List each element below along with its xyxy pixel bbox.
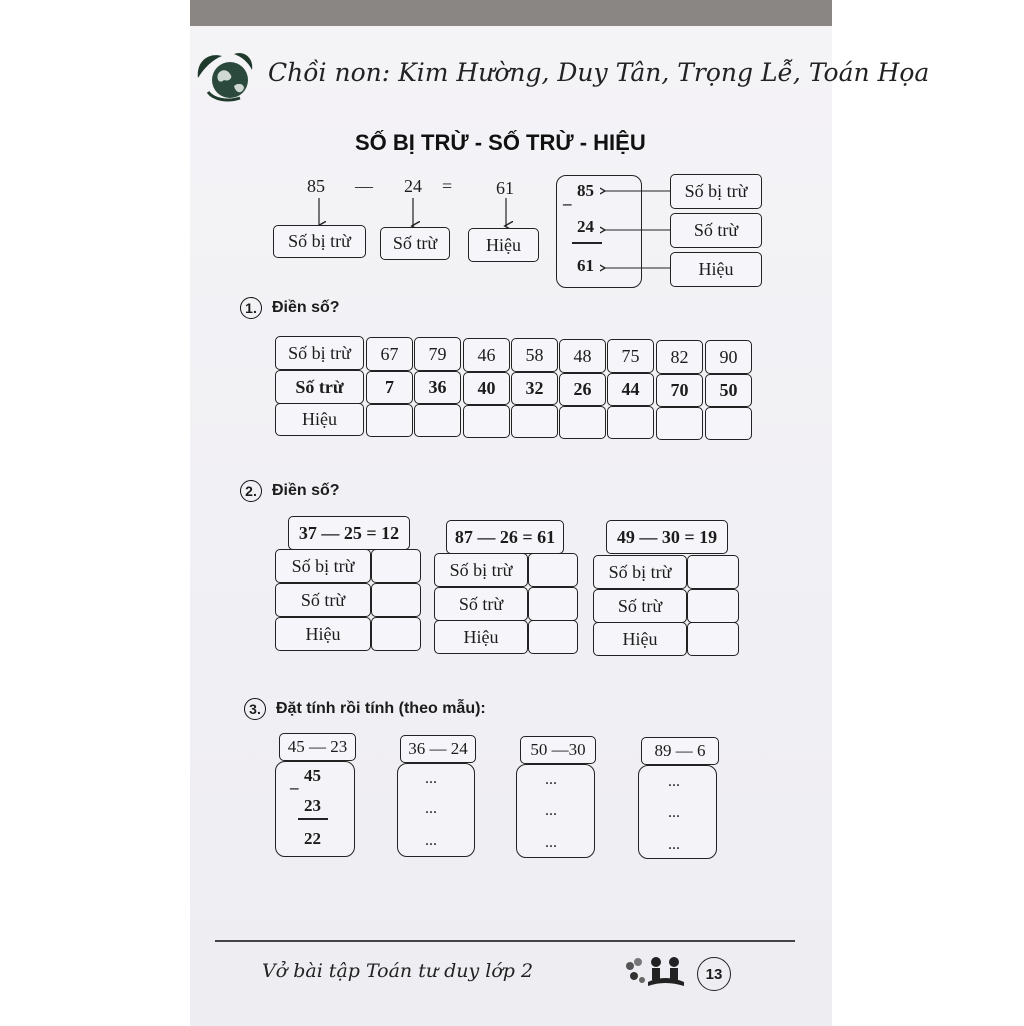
footer-divider xyxy=(215,940,795,942)
intro-label-minuend: Số bị trừ xyxy=(273,225,366,258)
intro-vertical-label-minuend: Số bị trừ xyxy=(670,174,762,209)
ex1-row-label-subtrahend: Số trừ xyxy=(275,370,364,404)
ex2-g1-answer-minuend[interactable] xyxy=(371,549,421,583)
intro-vertical-subtrahend: 24 xyxy=(577,217,594,236)
intro-vertical-label-subtrahend: Số trừ xyxy=(670,213,762,248)
ex3-sample-sign: _ xyxy=(290,772,299,791)
ex2-g2-label-difference: Hiệu xyxy=(434,620,528,654)
ex2-equation-2: 87 — 26 = 61 xyxy=(446,520,564,554)
ex2-g3-label-difference: Hiệu xyxy=(593,622,687,656)
ex2-g3-label-minuend: Số bị trừ xyxy=(593,555,687,589)
ex2-g1-answer-difference[interactable] xyxy=(371,617,421,651)
ex1-subtrahend-cell: 70 xyxy=(656,374,703,407)
ex1-minuend-cell: 82 xyxy=(656,340,703,374)
ex1-minuend-cell: 46 xyxy=(463,338,510,372)
ex2-g1-label-subtrahend: Số trừ xyxy=(275,583,371,617)
ex3-task2-expression: 50 —30 xyxy=(520,736,596,764)
ex3-task3-line3: ... xyxy=(668,836,680,853)
ex1-difference-answer-cell[interactable] xyxy=(463,405,510,438)
kids-reading-logo-icon xyxy=(624,952,694,992)
ex2-g2-answer-minuend[interactable] xyxy=(528,553,578,587)
ex1-difference-answer-cell[interactable] xyxy=(607,406,654,439)
ex3-sample-top: 45 xyxy=(304,766,321,785)
ex2-equation-1: 37 — 25 = 12 xyxy=(288,516,410,550)
ex2-equation-3: 49 — 30 = 19 xyxy=(606,520,728,554)
ex1-subtrahend-cell: 44 xyxy=(607,373,654,406)
ex1-minuend-cell: 75 xyxy=(607,339,654,373)
ex1-difference-answer-cell[interactable] xyxy=(656,407,703,440)
ex3-task1-line1: ... xyxy=(425,770,437,787)
ex1-subtrahend-cell: 40 xyxy=(463,372,510,405)
intro-label-difference: Hiệu xyxy=(468,228,539,262)
intro-label-subtrahend: Số trừ xyxy=(380,227,450,260)
ex1-subtrahend-cell: 7 xyxy=(366,371,413,404)
ex1-row-label-minuend: Số bị trừ xyxy=(275,336,364,370)
ex1-minuend-cell: 79 xyxy=(414,337,461,371)
ex1-difference-answer-cell[interactable] xyxy=(414,404,461,437)
ex1-subtrahend-cell: 36 xyxy=(414,371,461,404)
ex3-task1-expression: 36 — 24 xyxy=(400,735,476,763)
intro-vertical-minuend: 85 xyxy=(577,181,594,200)
ex3-task3-line1: ... xyxy=(668,773,680,790)
intro-difference: 61 xyxy=(496,178,514,198)
intro-minuend: 85 xyxy=(307,176,325,196)
ex1-difference-answer-cell[interactable] xyxy=(366,404,413,437)
ex1-minuend-cell: 58 xyxy=(511,338,558,372)
intro-vertical-sign: _ xyxy=(563,188,572,207)
intro-minus-sign: — xyxy=(355,176,373,196)
exercise1-title: Điền số? xyxy=(272,299,340,316)
ex1-minuend-cell: 48 xyxy=(559,339,606,373)
exercise2-number: 2. xyxy=(240,480,262,502)
page-title: SỐ BỊ TRỪ - SỐ TRỪ - HIỆU xyxy=(355,130,646,155)
ex2-g3-answer-minuend[interactable] xyxy=(687,555,739,589)
ex3-task2-line1: ... xyxy=(545,771,557,788)
ex2-g3-answer-difference[interactable] xyxy=(687,622,739,656)
ex1-subtrahend-cell: 50 xyxy=(705,374,752,407)
page-number: 13 xyxy=(697,957,731,991)
ex3-task2-line2: ... xyxy=(545,802,557,819)
ex2-g2-answer-subtrahend[interactable] xyxy=(528,587,578,621)
ex2-g1-label-difference: Hiệu xyxy=(275,617,371,651)
ex3-sample-bottom: 23 xyxy=(304,796,321,815)
ex1-minuend-cell: 67 xyxy=(366,337,413,371)
ex3-sample-result: 22 xyxy=(304,829,321,848)
ex1-subtrahend-cell: 26 xyxy=(559,373,606,406)
exercise2-title: Điền số? xyxy=(272,482,340,499)
ex2-g3-answer-subtrahend[interactable] xyxy=(687,589,739,623)
intro-equals-sign: = xyxy=(442,176,453,196)
ex3-task1-line2: ... xyxy=(425,800,437,817)
intro-vertical-difference: 61 xyxy=(577,256,594,275)
ex1-row-label-difference: Hiệu xyxy=(275,403,364,436)
header-authors: Chồi non: Kim Hường, Duy Tân, Trọng Lễ, Toán Họa xyxy=(268,58,930,87)
ex3-task3-expression: 89 — 6 xyxy=(641,737,719,765)
ex1-difference-answer-cell[interactable] xyxy=(511,405,558,438)
ex2-g1-label-minuend: Số bị trừ xyxy=(275,549,371,583)
ex1-subtrahend-cell: 32 xyxy=(511,372,558,405)
ex2-g2-label-minuend: Số bị trừ xyxy=(434,553,528,587)
ex3-task3-line2: ... xyxy=(668,804,680,821)
ex1-minuend-cell: 90 xyxy=(705,340,752,374)
ex2-g3-label-subtrahend: Số trừ xyxy=(593,589,687,623)
exercise1-number: 1. xyxy=(240,297,262,319)
ex1-difference-answer-cell[interactable] xyxy=(559,406,606,439)
ex3-sample-expression: 45 — 23 xyxy=(279,733,356,761)
ex2-g2-answer-difference[interactable] xyxy=(528,620,578,654)
ex2-g1-answer-subtrahend[interactable] xyxy=(371,583,421,617)
footer-book-title: Vở bài tập Toán tư duy lớp 2 xyxy=(262,960,534,982)
intro-subtrahend: 24 xyxy=(404,176,422,196)
ex2-g2-label-subtrahend: Số trừ xyxy=(434,587,528,621)
exercise3-number: 3. xyxy=(244,698,266,720)
ex1-difference-answer-cell[interactable] xyxy=(705,407,752,440)
exercise3-title: Đặt tính rồi tính (theo mẫu): xyxy=(276,700,486,717)
ex3-task2-line3: ... xyxy=(545,834,557,851)
intro-vertical-label-difference: Hiệu xyxy=(670,252,762,287)
ex3-task1-line3: ... xyxy=(425,832,437,849)
ex3-sample-rule xyxy=(298,818,328,820)
